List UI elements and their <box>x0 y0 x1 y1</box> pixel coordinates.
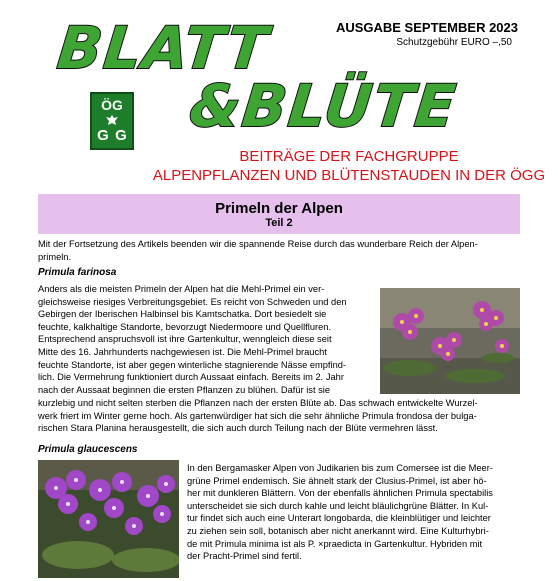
primula-glaucescens-photo <box>38 460 179 578</box>
text-line: Gebirgen der Iberischen Halbinsel bis Kamtschatka. Dort besiedelt sie <box>38 309 327 320</box>
logo-letter-g: G <box>97 127 109 144</box>
article-banner <box>38 194 520 234</box>
text-line: tur findet sich auch eine Unterart longobarda, die kleinblütiger und leichter <box>187 513 491 524</box>
fee-label: Schutzgebühr EURO –,50 <box>396 37 512 48</box>
title-bluete: &BLÜTE <box>186 72 461 140</box>
text-line: zu ziehen sein soll, botanisch aber nicht anerkannt wird. Eine Kulturhybri- <box>187 525 489 536</box>
issue-label: AUSGABE SEPTEMBER 2023 <box>335 20 518 35</box>
text-line: lich. Die Vermehrung funktioniert durch Aussaat einfach. Bereits im 2. Jahr <box>38 372 344 383</box>
section-heading-glaucescens: Primula glaucescens <box>38 444 138 455</box>
logo-letters-top: ÖG <box>101 97 123 113</box>
text-line: In den Bergamasker Alpen von Judikarien bis zum Comersee ist die Meer- <box>187 463 493 473</box>
text-line: nach der Aussaat beginnen die ersten Pflanzen zu blühen. Dafür ist sie <box>38 384 331 395</box>
text-line: werk friert im Winter gerne hoch. Als gartenwürdiger hat sich die sehr ähnliche Primula frondosa der bulga- <box>38 410 477 421</box>
section2-paragraph <box>187 462 520 563</box>
text-line: grüne Primel endemisch. Sie ähnelt stark der Clusius-Primel, ist aber hö- <box>187 475 487 486</box>
masthead <box>0 0 558 190</box>
text-line: Mitte des 16. Jahrhunderts nachgewiesen ist. Die Mehl-Primel braucht <box>38 346 327 357</box>
subtitle-line-2: ALPENPFLANZEN UND BLÜTENSTAUDEN IN DER ÖGG <box>152 167 546 184</box>
text-line: feuchte, kalkhaltige Standorte, bevorzugt Niedermoore und Quellfluren. <box>38 321 332 332</box>
primula-farinosa-photo <box>380 288 520 394</box>
text-line: Anders als die meisten Primeln der Alpen hat die Mehl-Primel ein ver- <box>38 284 325 294</box>
article-subtitle: Teil 2 <box>265 217 293 229</box>
intro-paragraph <box>38 238 520 263</box>
logo-letter-g2: G <box>115 127 127 144</box>
article-title: Primeln der Alpen <box>215 200 343 217</box>
text-line: de mit Primula minima ist als P. ×praedicta in Gartenkultur. Hybriden mit <box>187 538 483 549</box>
section-heading-farinosa: Primula farinosa <box>38 267 117 278</box>
text-line: rischen Stara Planina herausgestellt, die sich auch durch Teilung nach der Blüte vermehren lässt. <box>38 423 438 434</box>
eagle-emblem-icon <box>105 114 119 126</box>
text-line: kurzlebig und nicht selten sterben die Pflanzen nach der ersten Blüte ab. Das schwach entwickelte Wurzel- <box>38 398 478 408</box>
text-line: Entsprechend anspruchsvoll ist ihre Gartenkultur, wenngleich diese seit <box>38 334 332 345</box>
subtitle-line-1: BEITRÄGE DER FACHGRUPPE <box>239 148 459 165</box>
section1-paragraph <box>38 283 374 396</box>
text-line: der Pracht-Primel sind fertil. <box>187 551 302 562</box>
text-line: feuchte Standorte, ist aber gegen winterliche stagnierende Nässe empfind- <box>38 359 347 370</box>
text-line: her mit dunkleren Blättern. Von der ebenfalls ähnlichen Primula spectabilis <box>187 488 493 499</box>
text-line: unterscheidet sie sich durch kahle und leicht bläulichgrüne Blätter. In Kul- <box>187 500 489 511</box>
section1-paragraph-full <box>38 397 520 435</box>
title-blatt: BLATT <box>54 14 273 82</box>
oegg-logo <box>90 92 134 150</box>
text-line: Mit der Fortsetzung des Artikels beenden wir die spannende Reise durch das wunderbare Reich der Alpen- <box>38 239 478 249</box>
text-line: gleichsweise riesiges Verbreitungsgebiet. Es reicht von Schweden und den <box>38 296 347 307</box>
text-line: primeln. <box>38 251 72 262</box>
